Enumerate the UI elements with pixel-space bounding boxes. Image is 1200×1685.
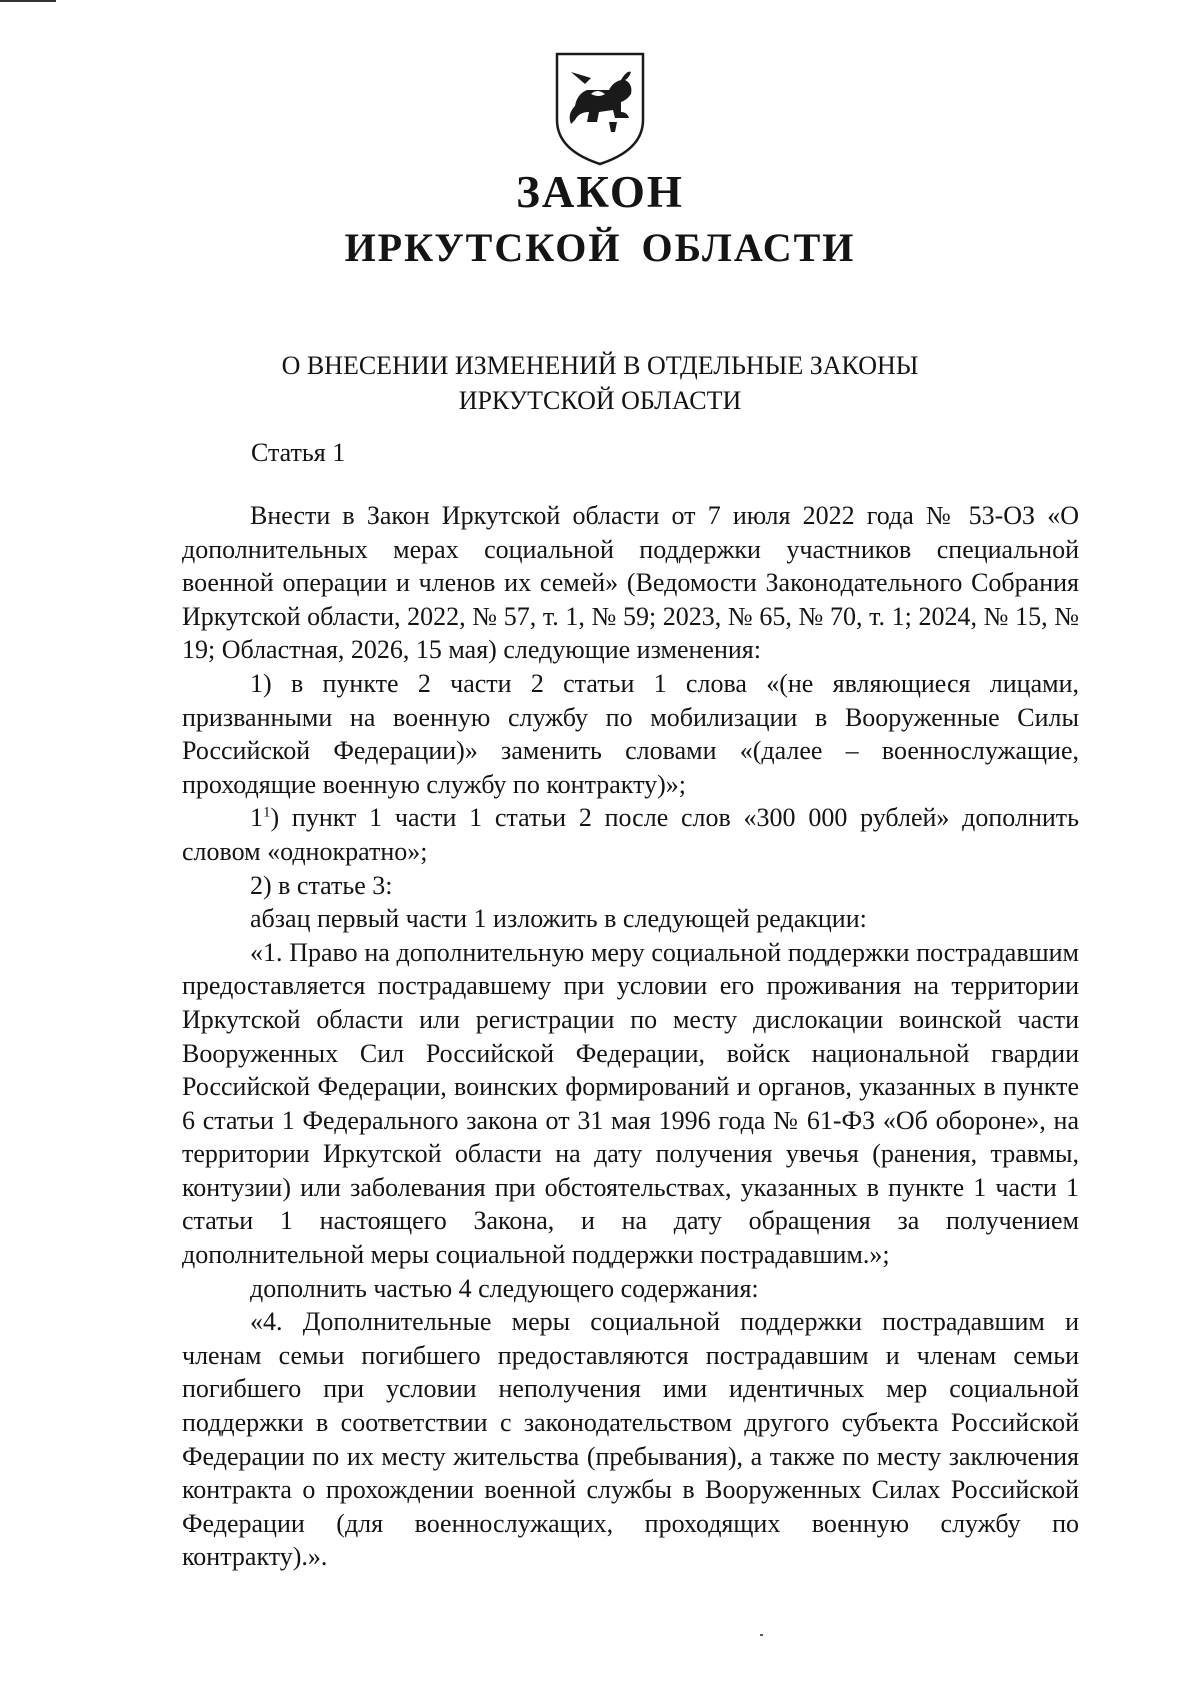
- paragraph-part-4-text: «4. Дополнительные меры социальной поддержки пострадавшим и членам семьи погибшего предоставляются пострадавшим и членам семьи погибшего при условии неполучения ими идентичных мер социальной поддержки в соответствии с законодательством другого субъекта Российской Федерации по их месту жительства (пребывания), а также по месту заключения контракта о прохождении военной службы в Вооруженных Силах Российской Федерации (для военнослужащих, проходящих военную службу по контракту).».: [182, 1307, 1079, 1572]
- item-text: ) пункт 1 части 1 статьи 2 после слов «300 000 рублей» дополнить словом «однократно»;: [182, 803, 1079, 866]
- item-superscript: 1: [263, 804, 271, 821]
- paragraph-item-1: 1) в пункте 2 части 2 статьи 1 слова «(не являющиеся лицами, призванными на военную службу по мобилизации в Вооруженные Силы Российской Федерации)» заменить словами «(далее – военнослужащие, проходящие военную службу по контракту)»;: [182, 668, 1079, 799]
- paragraph-part-1-intro: абзац первый части 1 изложить в следующей редакции:: [250, 904, 867, 934]
- paragraph-item-2: 2) в статье 3:: [250, 870, 393, 900]
- paragraph-item-1-1: [182, 801, 1079, 868]
- law-subtitle: ИРКУТСКОЙ ОБЛАСТИ: [344, 225, 856, 270]
- scan-edge-line: [0, 0, 56, 2]
- paragraph-part-4-intro: дополнить частью 4 следующего содержания:: [250, 1273, 759, 1303]
- coat-of-arms-icon: [551, 50, 649, 168]
- item-number: 1: [250, 803, 263, 833]
- paragraph-intro: Внести в Закон Иркутской области от 7 июля 2022 года № 53-ОЗ «О дополнительных мерах социальной поддержки участников специальной военной операции и членов их семей» (Ведомости Законодательного Собрания Иркутской области, 2022, № 57, т. 1, № 59; 2023, № 65, № 70, т. 1; 2024, № 15, № 19; Областная, 2026, 15 мая) следующие изменения:: [182, 501, 1079, 665]
- article-label: Статья 1: [251, 438, 346, 467]
- paragraph-part-1-text: «1. Право на дополнительную меру социальной поддержки пострадавшим предоставляется пострадавшему при условии его проживания на территории Иркутской области или регистрации по месту дислокации воинской части Вооруженных Сил Российской Федерации, войск национальной гвардии Российской Федерации, воинских формирований и органов, указанных в пункте 6 статьи 1 Федерального закона от 31 мая 1996 года № 61-ФЗ «Об обороне», на территории Иркутской области на дату получения увечья (ранения, травмы, контузии) или заболевания при обстоятельствах, указанных в пункте 1 части 1 статьи 1 настоящего Закона, и на дату обращения за получением дополнительной меры социальной поддержки пострадавшим.»;: [182, 937, 1079, 1270]
- document-heading: [0, 348, 1200, 418]
- scan-dot: [760, 1634, 763, 1636]
- document-body: [182, 499, 1079, 1574]
- heading-line-1: О ВНЕСЕНИИ ИЗМЕНЕНИЙ В ОТДЕЛЬНЫЕ ЗАКОНЫ: [281, 351, 919, 380]
- heading-line-2: ИРКУТСКОЙ ОБЛАСТИ: [458, 386, 742, 415]
- law-title: ЗАКОН: [516, 167, 684, 217]
